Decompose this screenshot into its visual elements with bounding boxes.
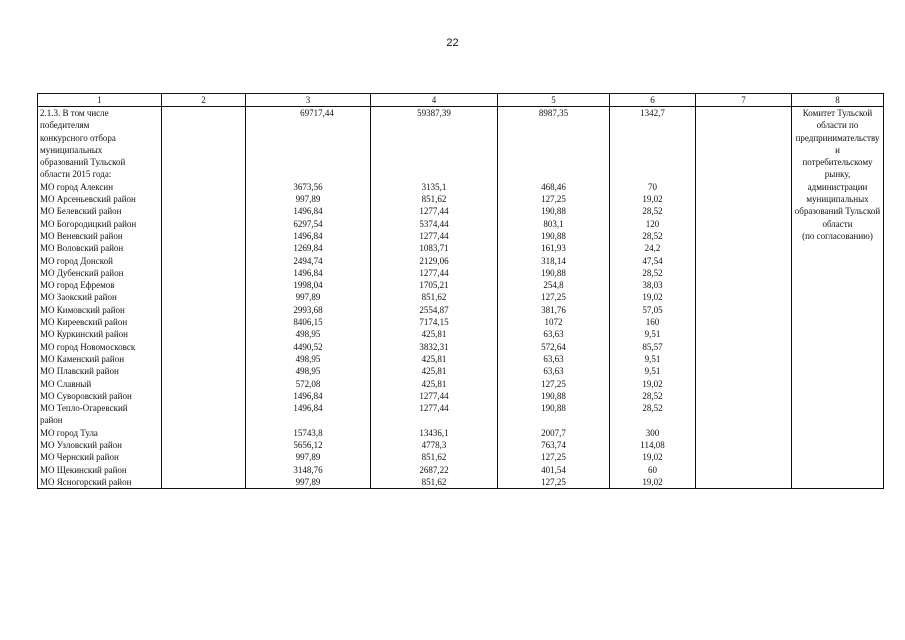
municipality-name: МО Кимовский район	[40, 304, 125, 315]
cell-value-c3: 2494,74	[293, 255, 323, 266]
cell-value-c5: 381,76	[541, 304, 566, 315]
spacer-line	[248, 119, 368, 131]
column-header: 6	[610, 94, 696, 107]
column-header: 7	[696, 94, 792, 107]
cell-value-c3: 498,95	[295, 329, 321, 340]
cell-value-c5: 401,54	[541, 464, 566, 475]
column-header: 8	[792, 94, 884, 107]
column-header: 1	[38, 94, 162, 107]
cell-value-c5: 190,88	[541, 206, 566, 217]
cell-value-c6: 120	[645, 218, 660, 229]
spacer-line	[373, 132, 495, 144]
cell-value-c4: 4778,3	[421, 440, 447, 451]
municipality-name: МО Веневский район	[40, 230, 123, 241]
cell-value-c5: 63,63	[543, 329, 564, 340]
cell-value-c4: 851,62	[421, 292, 447, 303]
cell-value-c3: 997,89	[295, 292, 321, 303]
intro-text-line: муниципальных	[40, 144, 103, 155]
spacer-line	[373, 414, 495, 426]
cell-value-c5: 572,64	[541, 341, 566, 352]
spacer-line	[500, 168, 607, 180]
intro-text-line: области 2015 года:	[40, 169, 112, 180]
cell-value-c6: 19,02	[642, 194, 663, 205]
cell-value-c3: 572,08	[295, 378, 321, 389]
municipality-name: МО Дубенский район	[40, 267, 124, 278]
column-header: 2	[162, 94, 246, 107]
cell-value-c3: 1496,84	[293, 230, 323, 241]
cell-value-c3: 498,95	[295, 366, 321, 377]
cell-value-c5: 763,74	[541, 440, 566, 451]
cell-value-c4: 1705,21	[419, 280, 449, 291]
spacer-line	[500, 132, 607, 144]
spacer-line	[500, 156, 607, 168]
cell-value-c4: 425,81	[421, 329, 447, 340]
cell-value-c6: 28,52	[642, 390, 663, 401]
intro-text-line: образований Тульской	[40, 157, 126, 168]
municipality-column	[38, 107, 162, 489]
cell-value-c6: 60	[648, 464, 657, 475]
spacer-line	[612, 168, 693, 180]
table-body-row	[38, 107, 884, 489]
cell-value-c3: 1998,04	[293, 280, 323, 291]
municipality-name: МО Щекинский район	[40, 464, 127, 475]
municipality-name: МО город Алексин	[40, 181, 114, 192]
responsible-column	[792, 107, 884, 489]
cell-value-c4: 1277,44	[419, 230, 449, 241]
column-header: 3	[246, 94, 371, 107]
municipality-name: МО Тепло-Огаревский	[40, 403, 128, 414]
spacer-line	[248, 144, 368, 156]
column-header: 5	[498, 94, 610, 107]
cell-value-c3: 4490,52	[293, 341, 323, 352]
values-column-5	[498, 107, 610, 489]
cell-value-c6: 57,05	[642, 304, 663, 315]
page-number: 22	[446, 37, 459, 49]
cell-value-c4: 851,62	[421, 476, 447, 487]
municipality-name: МО город Донской	[40, 255, 113, 266]
municipality-name: МО Ясногорский район	[40, 476, 132, 487]
cell-value-c5: 2007,7	[541, 427, 566, 438]
cell-value-c4: 7174,15	[419, 317, 449, 328]
cell-value-c4: 1277,44	[419, 390, 449, 401]
cell-value-c4: 2129,06	[419, 255, 449, 266]
cell-value-c3: 1496,84	[293, 206, 323, 217]
cell-value-c3: 3148,76	[293, 464, 323, 475]
cell-value-c3: 8406,15	[293, 317, 323, 328]
spacer-line	[373, 144, 495, 156]
cell-value-c5: 468,46	[541, 181, 566, 192]
cell-value-c4: 1277,44	[419, 206, 449, 217]
values-column-4	[371, 107, 498, 489]
cell-value-c3: 15743,8	[293, 427, 323, 438]
municipality-name: МО город Ефремов	[40, 280, 115, 291]
cell-value-c3: 498,95	[295, 353, 321, 364]
spacer-line	[248, 156, 368, 168]
municipality-name: МО Суворовский район	[40, 390, 132, 401]
municipality-name: МО Заокский район	[40, 292, 117, 303]
intro-text-line: конкурсного отбора	[40, 132, 116, 143]
cell-value-c6: 28,52	[642, 206, 663, 217]
cell-value-c3: 997,89	[295, 476, 321, 487]
spacer-line	[612, 119, 693, 131]
spacer-line	[373, 168, 495, 180]
spacer-line	[612, 414, 693, 426]
cell-value-c6: 47,54	[642, 255, 663, 266]
cell-value-c4: 3832,31	[419, 341, 449, 352]
cell-value-c3: 1496,84	[293, 403, 323, 414]
municipality-name: МО Славный	[40, 378, 92, 389]
spacer-line	[612, 144, 693, 156]
column-header: 4	[371, 94, 498, 107]
cell-value-c5: 1072	[544, 317, 563, 328]
spacer-line	[612, 132, 693, 144]
spacer-line	[248, 414, 368, 426]
cell-value-c4: 851,62	[421, 194, 447, 205]
intro-total-value: 8987,35	[538, 108, 569, 118]
cell-value-c4: 3135,1	[421, 181, 447, 192]
municipality-name: МО город Тула	[40, 427, 98, 438]
municipality-name: МО Плавский район	[40, 366, 119, 377]
cell-value-c4: 851,62	[421, 452, 447, 463]
cell-value-c4: 425,81	[421, 366, 447, 377]
cell-value-c5: 161,93	[541, 243, 566, 254]
cell-value-c3: 1496,84	[293, 267, 323, 278]
cell-value-c5: 127,25	[541, 378, 566, 389]
municipality-name: МО Чернский район	[40, 452, 119, 463]
spacer-line	[500, 119, 607, 131]
spacer-line	[373, 119, 495, 131]
intro-text-line: победителям	[40, 120, 90, 131]
cell-value-c6: 24,2	[644, 243, 661, 254]
cell-value-c5: 127,25	[541, 452, 566, 463]
cell-value-c3: 1496,84	[293, 390, 323, 401]
data-table	[37, 93, 884, 489]
intro-text-line: 2.1.3. В том числе	[40, 108, 109, 118]
cell-value-c5: 63,63	[543, 366, 564, 377]
cell-value-c4: 1083,71	[419, 243, 449, 254]
cell-value-c6: 28,52	[642, 230, 663, 241]
cell-value-c5: 127,25	[541, 194, 566, 205]
responsible-text: Комитет Тульской области по предпринимательству и потребительскому рынку, администрации муниципальных образований Тульской области (по согласованию)	[794, 108, 881, 241]
cell-value-c6: 19,02	[642, 378, 663, 389]
cell-value-c6: 9,51	[644, 353, 661, 364]
cell-value-c4: 1277,44	[419, 267, 449, 278]
municipality-name: МО Богородицкий район	[40, 218, 137, 229]
municipality-name-continued: район	[40, 415, 63, 426]
cell-value-c6: 85,57	[642, 341, 663, 352]
cell-value-c5: 190,88	[541, 403, 566, 414]
cell-value-c4: 425,81	[421, 353, 447, 364]
cell-value-c6: 19,02	[642, 476, 663, 487]
cell-value-c5: 63,63	[543, 353, 564, 364]
cell-value-c6: 9,51	[644, 366, 661, 377]
cell-value-c5: 127,25	[541, 292, 566, 303]
spacer-line	[248, 132, 368, 144]
spacer-line	[500, 144, 607, 156]
municipality-name: МО Белевский район	[40, 206, 122, 217]
cell-value-c5: 190,88	[541, 230, 566, 241]
empty-column-2	[162, 107, 246, 489]
spacer-line	[612, 156, 693, 168]
municipality-name: МО Арсеньевский район	[40, 194, 136, 205]
cell-value-c5: 190,88	[541, 267, 566, 278]
empty-column-7	[696, 107, 792, 489]
municipality-name: МО Воловский район	[40, 243, 124, 254]
cell-value-c4: 5374,44	[419, 218, 449, 229]
cell-value-c4: 2554,87	[419, 304, 449, 315]
cell-value-c5: 190,88	[541, 390, 566, 401]
cell-value-c6: 19,02	[642, 292, 663, 303]
cell-value-c3: 6297,54	[293, 218, 323, 229]
cell-value-c5: 318,14	[541, 255, 566, 266]
cell-value-c5: 127,25	[541, 476, 566, 487]
intro-total-value: 1342,7	[640, 108, 665, 118]
intro-total-value: 69717,44	[300, 108, 334, 118]
municipality-name: МО Каменский район	[40, 353, 125, 364]
cell-value-c6: 28,52	[642, 267, 663, 278]
cell-value-c6: 38,03	[642, 280, 663, 291]
intro-total-value: 59387,39	[417, 108, 451, 118]
cell-value-c6: 9,51	[644, 329, 661, 340]
cell-value-c3: 2993,68	[293, 304, 323, 315]
cell-value-c4: 425,81	[421, 378, 447, 389]
cell-value-c3: 997,89	[295, 452, 321, 463]
cell-value-c6: 114,08	[640, 440, 665, 451]
cell-value-c6: 160	[645, 317, 660, 328]
cell-value-c3: 5656,12	[293, 440, 323, 451]
cell-value-c6: 19,02	[642, 452, 663, 463]
cell-value-c5: 254,8	[543, 280, 564, 291]
cell-value-c3: 997,89	[295, 194, 321, 205]
spacer-line	[500, 414, 607, 426]
cell-value-c4: 13436,1	[419, 427, 449, 438]
municipality-name: МО Киреевский район	[40, 317, 128, 328]
cell-value-c5: 803,1	[543, 218, 564, 229]
cell-value-c6: 28,52	[642, 403, 663, 414]
municipality-name: МО Узловский район	[40, 440, 122, 451]
column-header-row	[38, 94, 884, 107]
cell-value-c4: 1277,44	[419, 403, 449, 414]
values-column-6	[610, 107, 696, 489]
cell-value-c3: 1269,84	[293, 243, 323, 254]
municipality-name: МО город Новомосковск	[40, 341, 136, 352]
cell-value-c6: 70	[648, 181, 657, 192]
spacer-line	[373, 156, 495, 168]
municipality-name: МО Куркинский район	[40, 329, 128, 340]
spacer-line	[248, 168, 368, 180]
values-column-3	[246, 107, 371, 489]
cell-value-c3: 3673,56	[293, 181, 323, 192]
cell-value-c4: 2687,22	[419, 464, 449, 475]
cell-value-c6: 300	[645, 427, 660, 438]
